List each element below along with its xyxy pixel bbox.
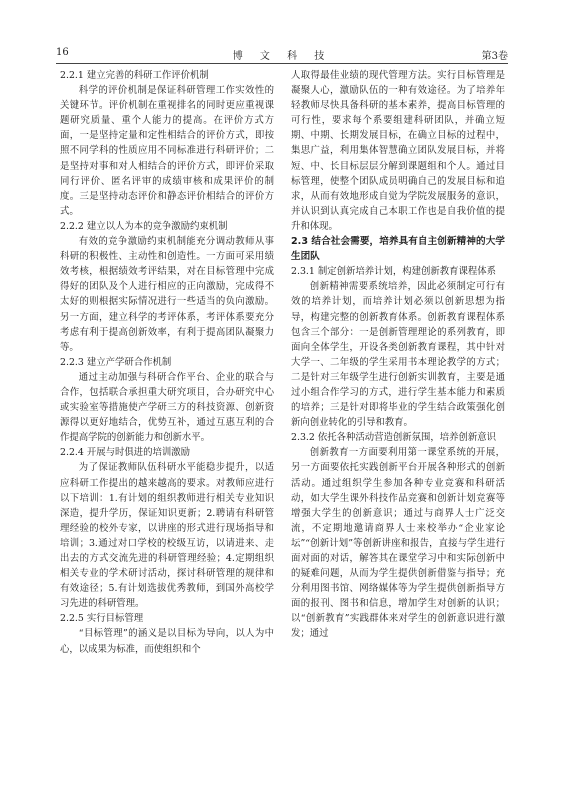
left-paragraph: “目标管理”的涵义是以目标为导向，以人为中心，以成果为标准，而使组织和个 [60,628,274,655]
running-header [56,47,508,64]
left-paragraph: 为了保证教师队伍科研水平能稳步提升，以适应科研工作提出的越来越高的要求。对教师应进行以下培训：1.有计划的组织教师进行相关专业知识深造，提升学历，保证知识更新；2.聘请有科研管理经验的校外专家，以讲座的形式进行现场指导和培训；3.通过对口学校的校级互访，以请进来、走出去的方式交流先进的科研管理经验；4.定期组织相关专业的学术研讨活动，探讨科研管理的规律和有效途径；5.有计划选拔优秀教师，到国外高校学习先进的科研管理。 [60,462,274,610]
left-section-heading: 2.2.1 建立完善的科研工作评价机制 [60,70,209,81]
right-section-heading: 2.3 结合社会需要，培养具有自主创新精神的大学生团队 [291,236,505,263]
volume-label: 第3卷 [481,51,508,62]
page-number: 16 [56,47,69,58]
left-section-heading: 2.2.3 建立产学研合作机制 [60,356,172,368]
right-section-heading: 2.3.1 制定创新培养计划，构建创新教育课程体系 [291,266,496,278]
left-text-column [60,68,274,657]
right-section-heading: 2.3.2 依托各种活动营造创新氛围，培养创新意识 [291,432,496,444]
right-paragraph: 创新精神需要系统培养，因此必须制定可行有效的培养计划，而培养计划必须以创新思想为指导，构建完整的创新教育体系。创新教育课程体系包含三个部分：一是创新管理理论的系列教育，即面向全体学生，开设各类创新教育课程，其中针对大学一、二年级的学生采用书本理论教学的方式；二是针对三年级学生进行创新实训教育，主要是通过小组合作学习的方式，进行学生基本能力和素质的培养；三是针对即将毕业的学生结合政策强化创新向创业转化的引导和教育。 [291,281,505,429]
right-text-column [291,68,505,642]
right-paragraph: 人取得最佳业绩的现代管理方法。实行目标管理是凝聚人心，激励队伍的一种有效途径。为了培养年轻教师尽快具备科研的基本素养，提高目标管理的可行性，要求每个系要组建科研团队，并确立短期、中期、长期发展目标，在确立目标的过程中，集思广益，利用集体智慧确立团队发展目标，并将短、中、长目标层层分解到课题组和个人。通过目标管理，使整个团队成员明确自己的发展目标和追求，从而有效地形成自觉为学院发展服务的意识，并认识到认真完成自己本职工作也是自我价值的提升和体现。 [291,70,505,232]
left-paragraph: 通过主动加强与科研合作平台、企业的联合与合作，包括联合承担重大研究项目，合办研究中心或实验室等措施使产学研三方的科技资源、创新资源得以更好地结合，优势互补，通过互惠互利的合作提高学院的创新能力和创新水平。 [60,371,274,444]
left-paragraph: 有效的竞争激励约束机制能充分调动教师从事科研的积极性、主动性和创造性。一方面可采用绩效考核，根据绩效考评结果，对在目标管理中完成得好的团队及个人进行相应的正向激励，完成得不太好的则根据实际情况进行一些适当的负向激励。另一方面，建立科学的考评体系，考评体系要充分考虑有利于提高创新效率，有利于提高团队凝聚力等。 [60,236,274,353]
left-section-heading: 2.2.2 建立以人为本的竞争激励约束机制 [60,220,228,232]
left-section-heading: 2.2.5 实行目标管理 [60,613,144,625]
journal-name: 博 文 科 技 [232,51,332,62]
left-paragraph: 科学的评价机制是保证科研管理工作实效性的关键环节。评价机制在重视排名的同时更应重视课题研究质量、重个人能力的提高。在评价方式方面，一是坚持定量和定性相结合的评价方式，即按照不同学科的性质应用不同标准进行科研评价；二是坚持对事和对人相结合的评价方式，即评价采取同行评价、匿名评审的成绩审核和成果评价的制度。三是坚持动态评价和静态评价相结合的评价方式。 [60,85,274,217]
right-paragraph: 创新教育一方面要利用第一课堂系统的开展，另一方面要依托实践创新平台开展各种形式的创新活动。通过组织学生参加各种专业竞赛和科研活动，如大学生课外科技作品竞赛和创新计划竞赛等增强大学生的创新意识；通过与商界人士广泛交流，不定期地邀请商界人士来校举办“企业家论坛”“创新计划”等创新讲座和报告，直接与学生进行面对面的对话，解答其在课堂学习中和实际创新中的疑难问题，从而为学生提供创新借鉴与指导；充分利用图书馆、网络媒体等为学生提供创新指导方面的报刊、图书和信息，增加学生对创新的认识；以“创新教育”实践群体来对学生的创新意识进行激发；通过 [291,447,505,640]
left-section-heading: 2.2.4 开展与时俱进的培训激励 [60,447,190,459]
